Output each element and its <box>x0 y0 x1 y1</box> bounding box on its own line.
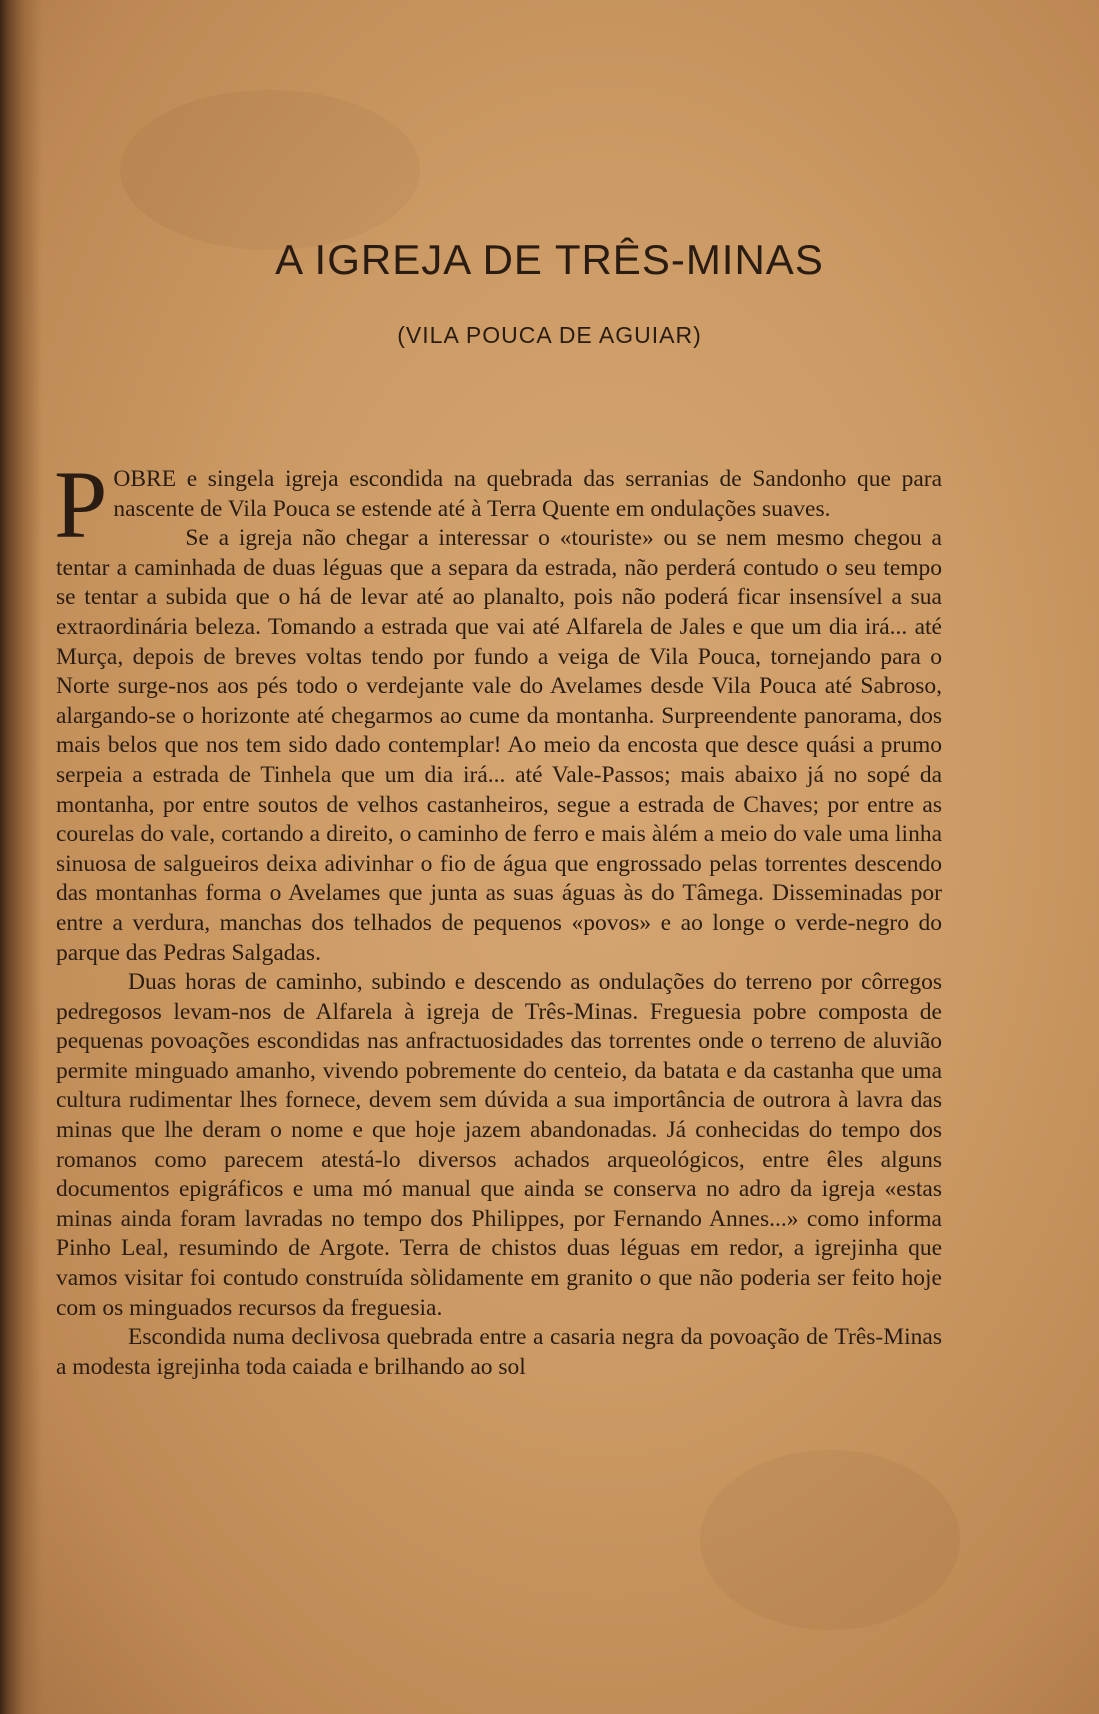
paper-stain <box>120 90 420 250</box>
article-subtitle: (VILA POUCA DE AGUIAR) <box>397 322 702 348</box>
paragraph-3: Duas horas de caminho, subindo e descendo as ondulações do terreno por côrregos pedregosos levam-nos de Alfarela à igreja de Três-Minas. Freguesia pobre composta de pequenas povoações escondidas nas anfractuosidades das torrentes onde o terreno de aluvião permite minguado amanho, vivendo pobremente do centeio, da batata e da castanha que uma cultura rudimentar lhes fornece, devem sem dúvida a sua importância de outrora à lavra das minas que lhe deram o nome e que hoje jazem abandonadas. Já conhecidas do tempo dos romanos como parecem atestá-lo diversos achados arqueológicos, entre êles alguns documentos epigráficos e uma mó manual que ainda se conserva no adro da igreja «estas minas ainda foram lavradas no tempo dos Philippes, por Fernando Annes...» como informa Pinho Leal, resumindo de Argote. Terra de chistos duas léguas em redor, a igrejinha que vamos visitar foi contudo construída sòlidamente em granito o que não poderia ser feito hoje com os minguados recursos da freguesia. <box>56 969 942 1321</box>
drop-cap: P <box>54 451 108 558</box>
paragraph-2: Se a igreja não chegar a interessar o «touriste» ou se nem mesmo chegou a tentar a caminhada de duas léguas que a separa da estrada, não perderá contudo o seu tempo se tentar a subida que o há de levar até ao planalto, pois não poderá ficar insensível a sua extraordinária beleza. Tomando a estrada que vai até Alfarela de Jales e que um dia irá... até Murça, depois de breves voltas tendo por fundo a veiga de Vila Pouca, tornejando para o Norte surge-nos aos pés todo o verdejante vale do Avelames desde Vila Pouca até Sabroso, alargando-se o horizonte até chegarmos ao cume da montanha. Surpreendente panorama, dos mais belos que nos tem sido dado contemplar! Ao meio da encosta que desce quási a prumo serpeia a estrada de Tinhela que um dia irá... até Vale-Passos; mais abaixo já no sopé da montanha, por entre soutos de velhos castanheiros, segue a estrada de Chaves; por entre as courelas do vale, cortando a direito, o caminho de ferro e mais àlém a meio do vale uma linha sinuosa de salgueiros deixa adivinhar o fio de água que engrossado pelas torrentes descendo das montanhas forma o Avelames que junta as suas águas às do Tâmega. Disseminadas por entre a verdura, manchas dos telhados de pequenos «povos» e ao longe o verde-negro do parque das Pedras Salgadas. <box>56 525 942 966</box>
paragraph-4: Escondida numa declivosa quebrada entre a casaria negra da povoação de Três-Minas a modesta igrejinha toda caiada e brilhando ao sol <box>56 1324 942 1380</box>
paragraph-1 <box>54 451 942 558</box>
article-body <box>54 451 942 1382</box>
paragraph-text: OBRE e singela igreja escondida na quebrada das serranias de Sandonho que para nascente de Vila Pouca se estende até à Terra Quente em ondulações suaves. <box>113 466 942 522</box>
paper-stain <box>700 1450 960 1630</box>
article-title: A IGREJA DE TRÊS-MINAS <box>275 236 824 283</box>
